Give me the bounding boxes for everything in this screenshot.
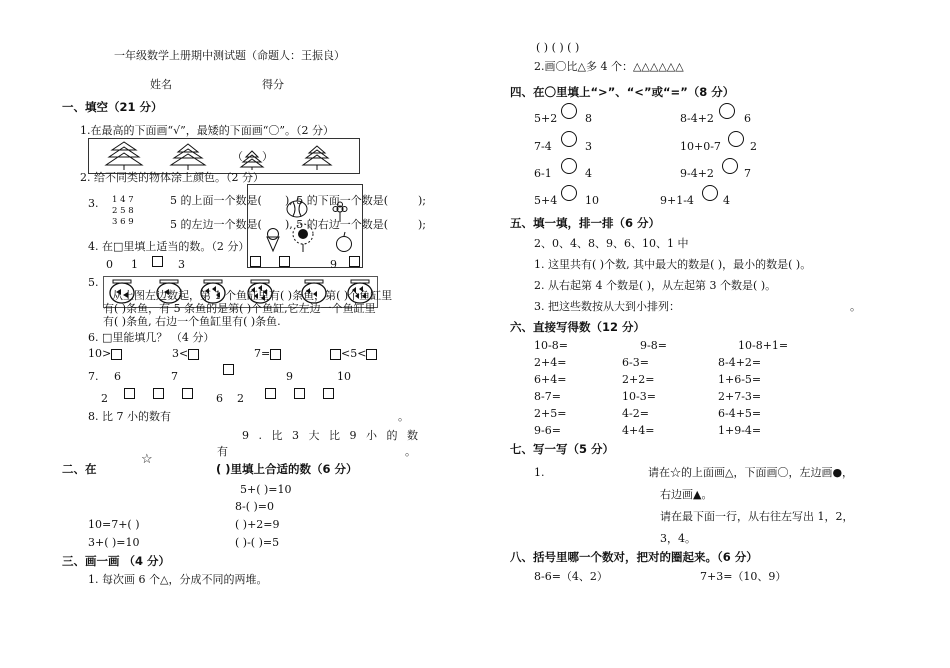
compare-right: 6 bbox=[744, 112, 751, 125]
answer-box[interactable] bbox=[265, 388, 276, 399]
tree-icon bbox=[104, 140, 144, 170]
compare-right: 7 bbox=[744, 167, 751, 180]
q1-5-line-2: 有( )条鱼，有 5 条鱼的是第( )个鱼缸,它左边一个鱼缸里 bbox=[103, 302, 376, 315]
calc-item: 2+7-3= bbox=[718, 390, 762, 403]
q1-8-end: 。 bbox=[398, 410, 409, 423]
calc-item: 10-8= bbox=[534, 339, 568, 352]
section-1-heading: 一、填空（21 分） bbox=[62, 100, 163, 114]
compare-right: 2 bbox=[750, 140, 757, 153]
answer-box[interactable] bbox=[330, 349, 341, 360]
q1-4-text: 4. 在□里填上适当的数。（2 分） bbox=[88, 240, 250, 253]
section-5-heading: 五、填一填，排一排（6 分） bbox=[510, 216, 661, 230]
equation: ( )+2=9 bbox=[235, 518, 280, 531]
answer-box[interactable] bbox=[188, 349, 199, 360]
answer-box[interactable] bbox=[323, 388, 334, 399]
answer-box[interactable] bbox=[153, 388, 164, 399]
q1-3-line-1a: 5 的上面一个数是( bbox=[170, 194, 262, 207]
section-8-heading: 八、括号里哪一个数对，把对的圈起来。（6 分） bbox=[510, 550, 758, 564]
q7-1-num: 1. bbox=[534, 466, 545, 479]
number-list: 2、0、4、8、9、6、10、1 中 bbox=[534, 237, 689, 250]
answer-box[interactable] bbox=[270, 349, 281, 360]
answer-box[interactable] bbox=[182, 388, 193, 399]
answer-box[interactable] bbox=[349, 256, 360, 267]
tree-icon bbox=[302, 144, 332, 170]
q5-2-text: 2. 从右起第 4 个数是( )，从左起第 3 个数是( )。 bbox=[534, 279, 777, 292]
section-2-heading: 二、在 bbox=[62, 462, 97, 476]
answer-box[interactable] bbox=[223, 364, 234, 375]
calc-item: 2+2= bbox=[622, 373, 655, 386]
answer-box[interactable] bbox=[250, 256, 261, 267]
q1-7-num-6: 6 bbox=[114, 370, 121, 383]
q5-3-text: 3. 把这些数按从大到小排列： bbox=[534, 300, 680, 313]
q1-6-text: 6. □里能填几？ （4 分） bbox=[88, 331, 215, 344]
seq-number-3: 3 bbox=[178, 258, 185, 271]
compare-circle[interactable] bbox=[702, 185, 718, 201]
q1-1-text: 1.在最高的下面画“√”，最矮的下面画“〇”。（2 分） bbox=[80, 124, 334, 137]
calc-item: 1+9-4= bbox=[718, 424, 762, 437]
calc-item: 4+4= bbox=[622, 424, 655, 437]
star-icon: ☆ bbox=[141, 452, 153, 467]
q1-7-num-9: 9 bbox=[286, 370, 293, 383]
q1-9-line-1: 9 . 比 3 大 比 9 小 的 数 bbox=[242, 429, 418, 442]
q1-3-line-2a: 5 的左边一个数是( bbox=[170, 218, 262, 231]
answer-box[interactable] bbox=[124, 388, 135, 399]
q1-3-line-1b: ), 5 的下面一个数是( bbox=[285, 194, 389, 207]
compare-left: 7-4 bbox=[534, 140, 552, 153]
q1-7-num-2b: 2 bbox=[237, 392, 244, 405]
tree-answer-bracket-open: （ bbox=[232, 150, 243, 163]
compare-left: 9-4+2 bbox=[680, 167, 714, 180]
calc-item: 4-2= bbox=[622, 407, 649, 420]
answer-box[interactable] bbox=[111, 349, 122, 360]
section-3-heading: 三、画一画 （4 分） bbox=[62, 554, 171, 568]
tree-answer-bracket-close: ） bbox=[262, 150, 273, 163]
q1-8-text: 8. 比 7 小的数有 bbox=[88, 410, 171, 423]
answer-box[interactable] bbox=[294, 388, 305, 399]
calc-item: 8-7= bbox=[534, 390, 561, 403]
section-2-heading-rest: ( )里填上合适的数（6 分） bbox=[216, 462, 358, 476]
calc-item: 2+4= bbox=[534, 356, 567, 369]
q3-2-text: 2.画〇比△多 4 个：△△△△△△ bbox=[534, 60, 684, 73]
compare-circle[interactable] bbox=[561, 131, 577, 147]
q1-3-line-1c: ); bbox=[418, 194, 426, 207]
choice-equation: 7+3=（10、9） bbox=[700, 570, 787, 583]
calc-item: 6+4= bbox=[534, 373, 567, 386]
q1-2-text: 2. 给不同类的物体涂上颜色。（2 分） bbox=[80, 171, 264, 184]
q1-6-item-d: <5< bbox=[330, 347, 377, 360]
choice-equation: 8-6=（4、2） bbox=[534, 570, 608, 583]
compare-right: 10 bbox=[585, 194, 599, 207]
page-title: 一年级数学上册期中测试题（命题人：王振良） bbox=[114, 49, 345, 62]
q1-3-line-2b: ), 5 的右边一个数是( bbox=[285, 218, 389, 231]
calc-item: 2+5= bbox=[534, 407, 567, 420]
q7-1-line-3: 请在最下面一行，从右往左写出 1，2， bbox=[660, 510, 854, 523]
q1-7-num-2: 2 bbox=[101, 392, 108, 405]
compare-circle[interactable] bbox=[728, 131, 744, 147]
answer-box[interactable] bbox=[366, 349, 377, 360]
calc-item: 1+6-5= bbox=[718, 373, 762, 386]
calc-item: 6-4+5= bbox=[718, 407, 762, 420]
calc-item: 10-8+1= bbox=[738, 339, 789, 352]
score-label: 得分 bbox=[262, 78, 284, 91]
q1-9-line-2: 有 bbox=[217, 445, 228, 458]
compare-left: 10+0-7 bbox=[680, 140, 721, 153]
q5-3-end: 。 bbox=[850, 300, 861, 313]
answer-box[interactable] bbox=[279, 256, 290, 267]
compare-right: 4 bbox=[723, 194, 730, 207]
equation: 5+( )=10 bbox=[240, 483, 292, 496]
compare-circle[interactable] bbox=[561, 103, 577, 119]
compare-left: 5+2 bbox=[534, 112, 558, 125]
calc-item: 6-3= bbox=[622, 356, 649, 369]
compare-left: 6-1 bbox=[534, 167, 552, 180]
q1-7-num-10: 10 bbox=[337, 370, 351, 383]
q1-3-line-2c: ); bbox=[418, 218, 426, 231]
q1-7-num: 7. bbox=[88, 370, 99, 383]
q7-1-line-1: 请在☆的上面画△，下面画〇，左边画●， bbox=[648, 466, 854, 479]
number-grid-row-1: 1 4 7 bbox=[112, 195, 134, 205]
q1-6-item-b: 3< bbox=[172, 347, 199, 360]
compare-right: 3 bbox=[585, 140, 592, 153]
q1-6-item-c: 7= bbox=[254, 347, 281, 360]
section-7-heading: 七、写一写（5 分） bbox=[510, 442, 615, 456]
seq-number-0: 0 bbox=[106, 258, 113, 271]
compare-right: 4 bbox=[585, 167, 592, 180]
compare-left: 8-4+2 bbox=[680, 112, 714, 125]
compare-right: 8 bbox=[585, 112, 592, 125]
compare-circle[interactable] bbox=[722, 158, 738, 174]
q7-1-line-2: 右边画▲。 bbox=[660, 488, 713, 501]
tree-icon bbox=[170, 142, 206, 170]
name-label: 姓名 bbox=[150, 78, 172, 91]
q5-1-text: 1. 这里共有( )个数, 其中最大的数是( )，最小的数是( )。 bbox=[534, 258, 812, 271]
section-6-heading: 六、直接写得数（12 分） bbox=[510, 320, 646, 334]
compare-circle[interactable] bbox=[719, 103, 735, 119]
q1-5-line-3: 有( )条鱼, 右边一个鱼缸里有( )条鱼. bbox=[103, 315, 281, 328]
compare-left: 9+1-4 bbox=[660, 194, 694, 207]
apple-icon bbox=[335, 232, 353, 252]
q1-5-line-1: 从上图左边数起，第 1 个鱼缸里有( )条鱼，第( )个鱼缸里 bbox=[112, 289, 393, 302]
q1-3-num: 3. bbox=[88, 197, 99, 210]
q3-1-answer-brackets: ( ) ( ) ( ) bbox=[536, 41, 580, 54]
seq-number-1: 1 bbox=[131, 258, 138, 271]
equation: 10=7+( ) bbox=[88, 518, 140, 531]
q1-9-end: 。 bbox=[405, 445, 416, 458]
q1-5-num: 5. bbox=[88, 276, 99, 289]
q7-1-line-4: 3，4。 bbox=[660, 532, 696, 545]
compare-circle[interactable] bbox=[561, 185, 577, 201]
calc-item: 10-3= bbox=[622, 390, 656, 403]
number-grid-row-2: 2 5 8 bbox=[112, 206, 134, 216]
seq-number-9: 9 bbox=[330, 258, 337, 271]
section-4-heading: 四、在〇里填上“>”、“<”或“=”（8 分） bbox=[510, 85, 735, 99]
q3-1-text: 1. 每次画 6 个△，分成不同的两堆。 bbox=[88, 573, 268, 586]
compare-circle[interactable] bbox=[561, 158, 577, 174]
q1-7-num-6b: 6 bbox=[216, 392, 223, 405]
calc-item: 9-8= bbox=[640, 339, 667, 352]
calc-item: 8-4+2= bbox=[718, 356, 762, 369]
number-grid-row-3: 3 6 9 bbox=[112, 217, 134, 227]
equation: 3+( )=10 bbox=[88, 536, 140, 549]
equation: ( )-( )=5 bbox=[235, 536, 280, 549]
equation: 8-( )=0 bbox=[235, 500, 275, 513]
tree-icon bbox=[241, 150, 263, 170]
compare-left: 5+4 bbox=[534, 194, 558, 207]
answer-box[interactable] bbox=[152, 256, 163, 267]
calc-item: 9-6= bbox=[534, 424, 561, 437]
q1-6-item-a: 10> bbox=[88, 347, 122, 360]
ice-cream-icon bbox=[265, 228, 281, 252]
q1-7-num-7: 7 bbox=[171, 370, 178, 383]
